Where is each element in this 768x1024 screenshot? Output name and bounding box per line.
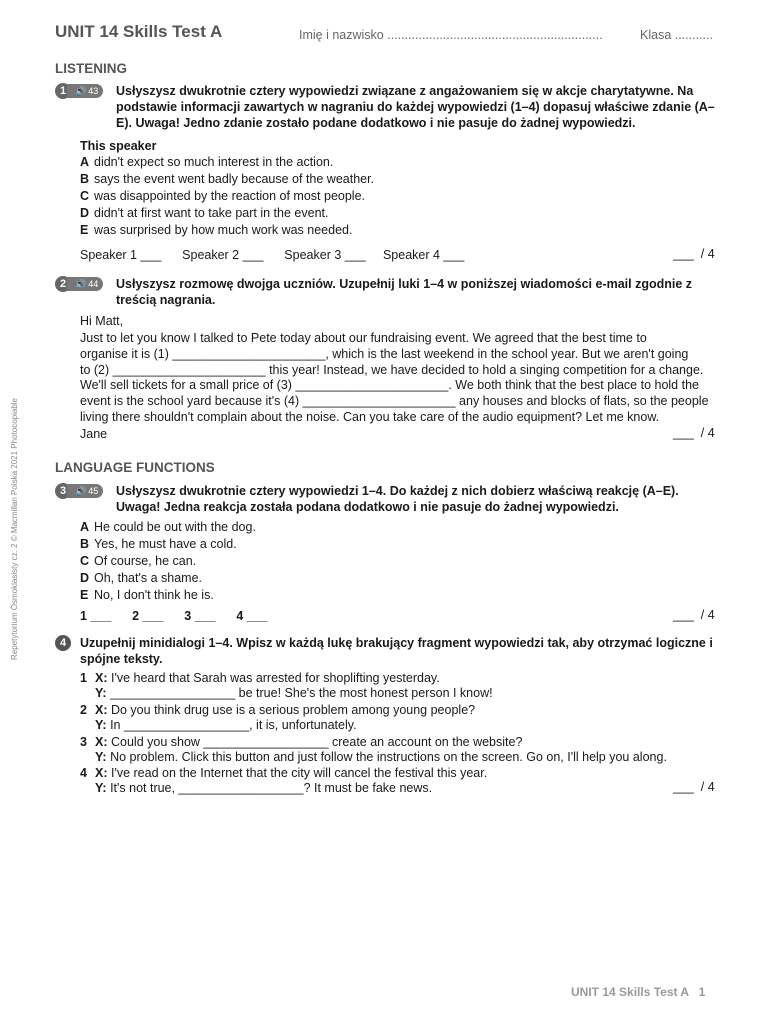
page-footer: UNIT 14 Skills Test A 1 — [571, 985, 706, 999]
exercise-2-score: ___ / 4 — [673, 426, 715, 440]
option-text: says the event went badly because of the weather. — [94, 172, 375, 186]
speaker-y-label: Y: — [95, 718, 107, 732]
reaction-c — [80, 553, 196, 569]
option-letter: A — [80, 155, 90, 169]
track-number: 44 — [88, 279, 99, 289]
option-c — [80, 188, 365, 204]
exercise-4-badge — [55, 635, 71, 651]
email-line: event is the school yard because it's (4) ______________________ any houses and blocks of flats, so the people — [80, 394, 709, 408]
dialogue-y-text[interactable]: In __________________, it is, unfortunately. — [110, 718, 357, 732]
exercise-2-instruction: Usłyszysz rozmowę dwojga uczniów. Uzupełnij luki 1–4 w poniższej wiadomości e-mail zgodnie z treścią nagrania. — [116, 277, 693, 307]
email-line: living there shouldn't complain about the noise. Can you take care of the audio equipment? Let me know. — [80, 410, 660, 424]
speaker-x-label: X: — [95, 671, 108, 685]
option-d — [80, 205, 328, 221]
dialogue-x-text[interactable]: Could you show __________________ create an account on the website? — [110, 735, 523, 749]
email-line: Hi Matt, — [80, 314, 124, 328]
exercise-number: 3 — [55, 483, 71, 499]
exercise-number: 1 — [55, 83, 71, 99]
option-letter: D — [80, 206, 90, 220]
speaker-y-label: Y: — [95, 750, 107, 764]
speaker-x-label: X: — [95, 703, 108, 717]
exercise-2-badge — [55, 276, 103, 292]
section-listening: LISTENING — [55, 61, 128, 76]
track-number: 45 — [88, 486, 99, 496]
speaker-y-label: Y: — [95, 686, 107, 700]
exercise-3-badge — [55, 483, 103, 499]
option-text: No, I don't think he is. — [94, 588, 214, 602]
class-field[interactable]: Klasa ........... — [640, 28, 713, 42]
page-title: UNIT 14 Skills Test A — [55, 22, 223, 41]
reaction-e — [80, 587, 214, 603]
exercise-number: 4 — [55, 635, 71, 651]
name-field[interactable]: Imię i nazwisko .............................................................. — [299, 28, 603, 42]
option-text: He could be out with the dog. — [94, 520, 256, 534]
audio-track[interactable] — [67, 277, 103, 291]
dialogue-number: 3 — [80, 735, 87, 749]
option-letter: E — [80, 588, 89, 602]
option-letter: B — [80, 172, 90, 186]
speaker-icon: 🔊 — [75, 85, 87, 96]
reaction-d — [80, 570, 202, 586]
option-text: was surprised by how much work was needed. — [94, 223, 353, 237]
dialogue-y-text: No problem. Click this button and just follow the instructions on the screen. Go on, I'll help you along. — [110, 750, 667, 764]
option-letter: D — [80, 571, 90, 585]
exercise-1-score: ___ / 4 — [673, 247, 715, 261]
dialogue-2 — [0, 703, 768, 735]
exercise-number: 2 — [55, 276, 71, 292]
copyright-sidebar: Repetytorium Ósmoklasisty cz. 2 © Macmillan Polska 2021 Photocopiable — [10, 397, 19, 660]
reaction-a — [80, 519, 256, 535]
dialogue-number: 2 — [80, 703, 87, 717]
speaker-icon: 🔊 — [75, 485, 87, 496]
email-line: organise it is (1) ______________________, which is the last weekend in the school year. But we aren't going — [80, 347, 689, 361]
track-number: 43 — [88, 86, 99, 96]
dialogue-x-text: I've heard that Sarah was arrested for shoplifting yesterday. — [110, 671, 440, 685]
speaker-x-label: X: — [95, 766, 108, 780]
speaker-icon: 🔊 — [75, 278, 87, 289]
exercise-1-badge — [55, 83, 103, 99]
dialogue-4 — [0, 766, 768, 798]
section-language-functions: LANGUAGE FUNCTIONS — [55, 460, 215, 475]
option-e — [80, 222, 352, 238]
dialogue-3 — [0, 735, 768, 767]
option-letter: E — [80, 223, 89, 237]
option-text: Of course, he can. — [94, 554, 197, 568]
email-line: to (2) ______________________ this year! Instead, we have decided to hold a singing competition for a change. — [80, 363, 704, 377]
exercise-3-score: ___ / 4 — [673, 608, 715, 622]
email-signature: Jane — [80, 427, 108, 441]
speaker-x-label: X: — [95, 735, 108, 749]
email-line: We'll sell tickets for a small price of (3) ______________________. We both think that the best place to hold the — [80, 378, 699, 392]
exercise-1-lead: This speaker — [80, 139, 157, 153]
dialogue-x-text: Do you think drug use is a serious problem among young people? — [110, 703, 476, 717]
exercise-3-answers[interactable]: 1 ___ 2 ___ 3 ___ 4 ___ — [80, 609, 268, 623]
option-letter: A — [80, 520, 90, 534]
dialogue-number: 1 — [80, 671, 87, 685]
option-text: Oh, that's a shame. — [94, 571, 202, 585]
option-text: didn't at first want to take part in the event. — [94, 206, 329, 220]
dialogue-x-text: I've read on the Internet that the city will cancel the festival this year. — [110, 766, 488, 780]
option-letter: C — [80, 189, 90, 203]
reaction-b — [80, 536, 237, 552]
dialogue-y-text[interactable]: It's not true, __________________? It must be fake news. — [110, 781, 433, 795]
audio-track[interactable] — [67, 484, 103, 498]
option-text: didn't expect so much interest in the action. — [94, 155, 334, 169]
exercise-1-instruction: Usłyszysz dwukrotnie cztery wypowiedzi związane z angażowaniem się w akcje charytatywne. Na podstawie informacji zawartych w nagraniu do każdej wypowiedzi (1–4) dopasuj właściwe zdanie (A–E). Uwaga! Jedno zdanie zostało podane dodatkowo i nie pasuje do żadnej wypowiedzi. — [116, 84, 715, 130]
exercise-4-instruction: Uzupełnij minidialogi 1–4. Wpisz w każdą lukę brakujący fragment wypowiedzi tak, aby otrzymać logiczne i spójne teksty. — [80, 636, 713, 666]
option-b — [80, 171, 374, 187]
exercise-1-answers[interactable]: Speaker 1 ___ Speaker 2 ___ Speaker 3 ___ Speaker 4 ___ — [80, 248, 465, 262]
option-letter: B — [80, 537, 90, 551]
speaker-y-label: Y: — [95, 781, 107, 795]
exercise-4-score: ___ / 4 — [673, 780, 715, 794]
email-line: Just to let you know I talked to Pete today about our fundraising event. We agreed that the best time to — [80, 331, 647, 345]
dialogue-number: 4 — [80, 766, 87, 780]
option-a — [80, 154, 333, 170]
option-text: was disappointed by the reaction of most people. — [94, 189, 366, 203]
exercise-3-instruction: Usłyszysz dwukrotnie cztery wypowiedzi 1–4. Do każdej z nich dobierz właściwą reakcję (A–E). Uwaga! Jedna reakcja została podana dodatkowo i nie pasuje do żadnej wypowiedzi. — [116, 484, 679, 514]
option-text: Yes, he must have a cold. — [94, 537, 237, 551]
dialogue-y-text[interactable]: __________________ be true! She's the most honest person I know! — [110, 686, 493, 700]
audio-track[interactable] — [67, 84, 103, 98]
option-letter: C — [80, 554, 90, 568]
dialogue-1 — [0, 671, 768, 703]
